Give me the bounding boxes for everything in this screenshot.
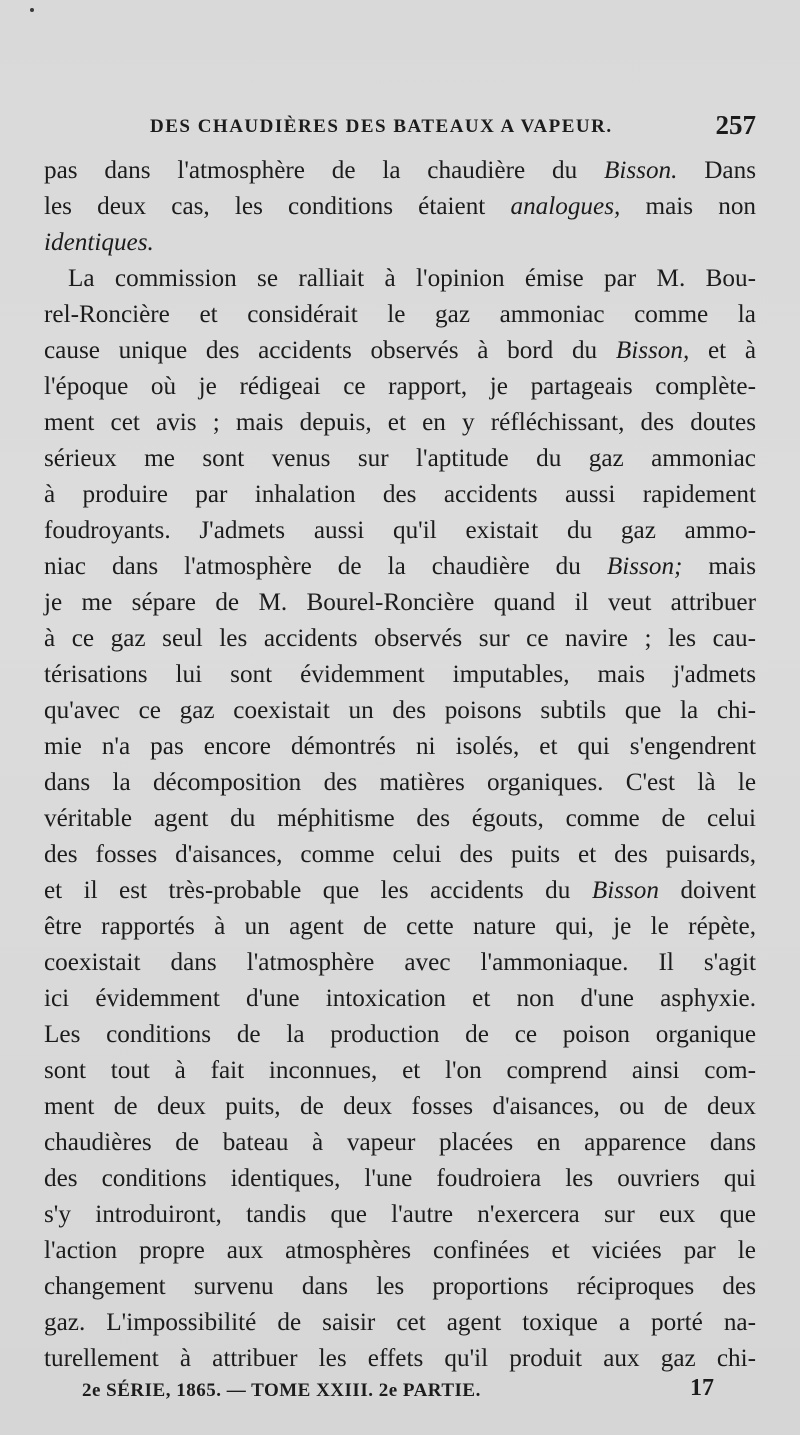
text-segment: l'action propre aux atmosphères confinées et viciées par le [44,1237,756,1264]
ink-speck-mark [30,8,34,12]
text-line [44,477,756,513]
text-line [44,441,756,477]
text-segment: coexistait dans l'atmosphère avec l'ammoniaque. Il s'agit [44,949,756,976]
text-line [44,1233,756,1269]
text-line [44,1089,756,1125]
text-segment: pas dans l'atmosphère de la chaudière du [44,157,604,184]
text-segment: à ce gaz seul les accidents observés sur ce navire ; les cau- [44,625,756,652]
text-segment: La commission se ralliait à l'opinion émise par M. Bou- [68,265,756,292]
text-line [44,1269,756,1305]
text-segment: turellement à attribuer les effets qu'il produit aux gaz chi- [44,1345,756,1372]
page-number: 257 [715,110,756,140]
text-segment: ici évidemment d'une intoxication et non d'une asphyxie. [44,985,756,1012]
text-line [44,1125,756,1161]
text-line [44,873,756,909]
text-line [44,297,756,333]
text-line [44,693,756,729]
text-line [44,945,756,981]
text-line [44,1017,756,1053]
text-line [44,369,756,405]
text-segment: dans la décomposition des matières organiques. C'est là le [44,769,756,796]
text-segment: Les conditions de la production de ce poison organique [44,1021,756,1048]
text-segment: l'époque où je rédigeai ce rapport, je partageais complète- [44,373,756,400]
text-line [44,333,756,369]
text-segment: et il est très-probable que les accidents du [44,877,592,904]
text-segment: ment de deux puits, de deux fosses d'aisances, ou de deux [44,1093,756,1120]
text-segment: véritable agent du méphitisme des égouts, comme de celui [44,805,756,832]
text-line [44,1053,756,1089]
page-footer [44,1377,756,1409]
text-segment: je me sépare de M. Bourel-Roncière quand il veut attribuer [44,589,756,616]
italic-text: identiques. [44,229,154,256]
text-line [44,837,756,873]
text-segment: sérieux me sont venus sur l'aptitude du gaz ammoniac [44,445,756,472]
text-line [44,225,756,261]
italic-text: Bisson [591,877,659,904]
italic-text: analogues, [510,193,621,220]
text-segment: sont tout à fait inconnues, et l'on comprend ainsi com- [44,1057,756,1084]
page-header [44,112,756,146]
text-line [44,729,756,765]
text-segment: changement survenu dans les proportions réciproques des [44,1273,756,1300]
text-segment: mais [682,553,757,580]
text-segment: foudroyants. J'admets aussi qu'il existait du gaz ammo- [44,517,756,544]
text-line [44,981,756,1017]
text-segment: des fosses d'aisances, comme celui des puits et des puisards, [44,841,756,868]
text-line [44,549,756,585]
text-segment: gaz. L'impossibilité de saisir cet agent toxique a porté na- [44,1309,756,1336]
text-line [44,189,756,225]
text-segment: mais non [620,193,757,220]
running-title: DES CHAUDIÈRES DES BATEAUX A VAPEUR. [150,116,613,137]
text-segment: à produire par inhalation des accidents aussi rapidement [44,481,756,508]
text-line [44,513,756,549]
text-segment: doivent [659,877,756,904]
text-segment: qu'avec ce gaz coexistait un des poisons subtils que la chi- [44,697,756,724]
text-segment: s'y introduiront, tandis que l'autre n'exercera sur eux que [44,1201,756,1228]
text-line [44,153,756,189]
text-line [44,621,756,657]
text-segment: cause unique des accidents observés à bord du [44,337,616,364]
text-line [44,657,756,693]
italic-text: Bisson, [615,337,690,364]
text-line [44,801,756,837]
text-segment: niac dans l'atmosphère de la chaudière du [44,553,607,580]
text-line [44,261,756,297]
text-line [44,765,756,801]
text-line [44,1161,756,1197]
text-segment: les deux cas, les conditions étaient [44,193,511,220]
text-line [44,1305,756,1341]
text-segment: térisations lui sont évidemment imputables, mais j'admets [44,661,756,688]
text-line [44,405,756,441]
text-segment: chaudières de bateau à vapeur placées en apparence dans [44,1129,756,1156]
text-line [44,585,756,621]
text-segment: être rapportés à un agent de cette nature qui, je le répète, [44,913,756,940]
italic-text: Bisson; [606,553,683,580]
body-text [44,153,756,1377]
text-segment: et à [689,337,756,364]
printer-signature: 2e SÉRIE, 1865. — TOME XXIII. 2e PARTIE. [82,1380,481,1401]
text-segment: mie n'a pas encore démontrés ni isolés, et qui s'engendrent [44,733,756,760]
italic-text: Bisson. [603,157,678,184]
text-line [44,909,756,945]
text-segment: rel-Roncière et considérait le gaz ammoniac comme la [44,301,756,328]
text-segment: des conditions identiques, l'une foudroiera les ouvriers qui [44,1165,756,1192]
text-line [44,1197,756,1233]
signature-number: 17 [690,1375,714,1401]
text-segment: Dans [677,157,756,184]
text-line [44,1341,756,1377]
text-segment: ment cet avis ; mais depuis, et en y réfléchissant, des doutes [44,409,756,436]
